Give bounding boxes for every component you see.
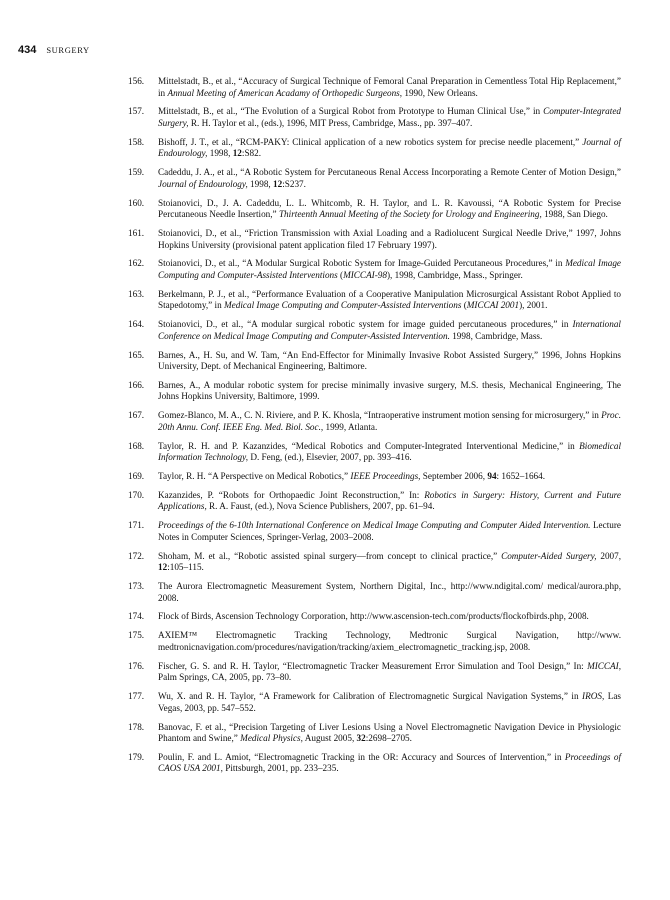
reference-item [128,691,621,714]
reference-text [158,350,621,372]
reference-segment: Berkelmann, P. J., et al., “Performance Evaluation of a Cooperative Manipulation Microsurgical Assistant Robot Applied to Stapedotomy,” in [158,288,621,311]
reference-segment: 1999, Atlanta. [323,421,378,432]
reference-segment: Mittelstadt, B., et al., “Accuracy of Surgical Technique of Femoral Canal Preparation in Cementless Total Hip Replacement,” in [158,76,621,98]
reference-bold-segment: 32 [356,733,366,744]
reference-italic-segment: Journal of Endourology, [158,136,622,159]
reference-italic-segment: Medical Image Computing and Computer-Assisted Interventions [158,258,621,280]
reference-item [128,441,621,464]
reference-item [128,661,621,684]
reference-italic-segment: International Conference on Medical Image Computing and Computer-Assisted Intervention. [158,319,621,341]
reference-text [158,722,621,744]
reference-item [128,319,621,342]
reference-number: 161. [128,227,145,238]
reference-text [158,106,621,128]
reference-italic-segment: Computer-Aided Surgery, [501,550,597,561]
reference-number: 179. [128,751,145,762]
reference-text [158,630,621,652]
reference-italic-segment: Proc. 20th Annu. Conf. IEEE Eng. Med. Biol. Soc., [158,410,621,432]
reference-segment: Shoham, M. et al., “Robotic assisted spinal surgery—from concept to clinical practice,” [158,550,502,561]
reference-segment: ), 2001. [519,300,548,311]
reference-segment: Barnes, A., H. Su, and W. Tam, “An End-Effector for Minimally Invasive Robot Assisted Surgery,” 1996, Johns Hopkins University, Dept. of Mechanical Engineering, Baltimore. [158,349,621,372]
reference-segment: :2698–2705. [365,733,412,744]
reference-segment: 1998, Cambridge, Mass. [449,330,543,341]
reference-segment: Poulin, F. and L. Amiot, “Electromagnetic Tracking in the OR: Accuracy and Sources of Intervention,” in [158,751,565,762]
reference-segment: Cadeddu, J. A., et al., “A Robotic System for Percutaneous Renal Access Incorporating a Remote Center of Motion Design,” [158,167,621,178]
reference-text [158,691,621,713]
reference-segment: Mittelstadt, B., et al., “The Evolution of a Surgical Robot from Prototype to Human Clinical Use,” in [158,106,544,117]
reference-item [128,289,621,312]
reference-segment: :105–115. [167,562,204,573]
reference-item [128,228,621,251]
reference-bold-segment: 12 [273,178,283,189]
reference-segment: Bishoff, J. T., et al., “RCM-PAKY: Clinical application of a new robotics system for precise needle placement,” [158,136,583,147]
reference-item [128,106,621,129]
section-title: SURGERY [46,45,90,55]
reference-italic-segment: Journal of Endourology, [158,178,248,189]
reference-segment: Stoianovici, D., et al., “A Modular Surgical Robotic System for Image-Guided Percutaneous Procedures,” in [158,258,566,269]
reference-segment: Pittsburgh, 2001, pp. 233–235. [222,763,339,774]
reference-text [158,319,621,341]
reference-segment: Stoianovici, D., et al., “Friction Transmission with Axial Loading and a Radiolucent Surgical Needle Drive,” 1997, Johns Hopkins University (provisional patent application filed 17 February 1997). [158,227,621,250]
reference-item [128,752,621,775]
reference-item [128,380,621,403]
reference-text [158,258,621,280]
reference-segment: August 2005, [302,733,357,744]
reference-italic-segment: MICCAI-98 [343,269,387,280]
reference-text [158,167,621,189]
reference-segment: :S82. [241,148,262,159]
reference-segment: R. A. Faust, (ed.), Nova Science Publishers, 2007, pp. 61–94. [206,501,435,512]
reference-segment: ), 1998, Cambridge, Mass., Springer. [386,269,523,280]
reference-segment: Flock of Birds, Ascension Technology Corporation, http://www.ascension-tech.com/products/flockofbirds.php, 2008. [158,611,589,622]
reference-text [158,441,621,463]
reference-text [158,661,621,683]
reference-text [158,752,621,774]
reference-text [158,228,621,250]
reference-italic-segment: Proceedings of CAOS USA 2001, [158,751,621,774]
reference-segment: 1998, [207,148,233,159]
reference-item [128,490,621,513]
reference-segment: ( [461,300,467,311]
reference-item [128,167,621,190]
reference-text [158,289,621,311]
reference-italic-segment: Robotics in Surgery: History, Current and Future Applications, [158,489,621,512]
reference-number: 175. [128,630,145,641]
reference-segment: 1988, San Diego. [541,209,608,220]
reference-segment: Lecture Notes in Computer Sciences, Springer-Verlag, 2003–2008. [158,520,621,542]
reference-item [128,198,621,221]
reference-italic-segment: Medical Physics, [240,733,303,744]
reference-segment: D. Feng, (ed.), Elsevier, 2007, pp. 393–416. [248,452,412,463]
reference-item [128,258,621,281]
reference-segment: The Aurora Electromagnetic Measurement System, Northern Digital, Inc., http://www.ndigital.com/ medical/aurora.php, 2008. [158,581,621,603]
reference-italic-segment: Computer-Integrated Surgery, [158,106,621,128]
running-head [18,44,90,57]
reference-italic-segment: Medical Image Computing and Computer-Assisted Interventions [224,300,462,311]
reference-segment: 2007, [596,550,622,561]
reference-item [128,722,621,745]
reference-item [128,410,621,433]
reference-number: 158. [128,136,145,147]
reference-segment: Taylor, R. H. and P. Kazanzides, “Medical Robotics and Computer-Integrated Interventional Medicine,” in [158,440,580,451]
reference-text [158,380,621,402]
reference-item [128,630,621,653]
reference-segment: Banovac, F. et al., “Precision Targeting of Liver Lesions Using a Novel Electromagnetic Navigation Device in Physiologic Phantom and Swine,” [158,721,621,744]
reference-segment: Las Vegas, 2003, pp. 547–552. [158,691,622,713]
reference-number: 159. [128,167,145,178]
reference-italic-segment: Proceedings of the 6-10th International Conference on Medical Image Computing and Computer Aided Intervention. [158,520,591,531]
reference-segment: Palm Springs, CA, 2005, pp. 73–80. [158,672,292,683]
reference-text [158,410,621,432]
reference-segment: Kazanzides, P. “Robots for Orthopaedic Joint Reconstruction,” In: [158,489,425,500]
reference-text [158,137,621,159]
reference-number: 171. [128,520,145,531]
reference-number: 165. [128,349,145,360]
reference-italic-segment: MICCAI 2001 [466,300,520,311]
reference-segment: :S237. [282,178,306,189]
reference-number: 173. [128,581,145,592]
reference-number: 166. [128,379,145,390]
reference-item [128,76,621,99]
reference-text [158,611,589,621]
reference-italic-segment: MICCAI, [587,660,621,671]
reference-number: 156. [128,76,145,86]
reference-italic-segment: Biomedical Information Technology, [158,440,621,463]
reference-number: 172. [128,550,145,561]
reference-number: 160. [128,197,145,208]
reference-italic-segment: Annual Meeting of American Acadamy of Orthopedic Surgeons, [167,87,403,98]
reference-text [158,581,621,603]
reference-segment: AXIEM™ Electromagnetic Tracking Technology, Medtronic Surgical Navigation, http://www. medtronicnavigation.com/procedures/navigation/tracking/axiem_electromagnetic_tracking.jsp, 2008. [158,630,621,652]
reference-text [158,490,621,512]
reference-number: 169. [128,471,145,482]
reference-number: 162. [128,258,145,269]
reference-number: 163. [128,288,145,299]
reference-item [128,581,621,604]
reference-segment: Taylor, R. H. “A Perspective on Medical Robotics,” [158,471,351,482]
reference-text [158,551,621,573]
reference-item [128,350,621,373]
reference-number: 167. [128,410,145,421]
reference-bold-segment: 12 [158,562,168,573]
reference-number: 164. [128,319,145,330]
reference-segment: Stoianovici, D., et al., “A modular surgical robotic system for image guided percutaneous procedures,” in [158,319,573,330]
reference-segment: Gomez-Blanco, M. A., C. N. Riviere, and P. K. Khosla, “Intraoperative instrument motion sensing for microsurgery,” in [158,410,602,421]
reference-segment: Wu, X. and R. H. Taylor, “A Framework for Calibration of Electromagnetic Surgical Navigation Systems,” in [158,691,583,702]
reference-segment: Barnes, A., A modular robotic system for precise minimally invasive surgery, M.S. thesis, Mechanical Engineering, The Johns Hopkins University, Baltimore, 1999. [158,379,621,402]
reference-number: 170. [128,489,145,500]
reference-number: 178. [128,721,145,732]
reference-text [158,198,621,220]
reference-item [128,611,621,623]
reference-text [158,520,621,542]
reference-segment: : 1652–1664. [496,471,546,482]
reference-number: 168. [128,440,145,451]
reference-number: 174. [128,611,145,622]
reference-item [128,471,621,483]
reference-segment: ( [337,269,344,280]
reference-number: 176. [128,660,145,671]
reference-italic-segment: IEEE Proceedings, [350,471,421,482]
page-number: 434 [18,44,37,56]
reference-segment: Stoianovici, D., J. A. Cadeddu, L. L. Whitcomb, R. H. Taylor, and L. R. Kavoussi, “A Robotic System for Precise Percutaneous Needle Insertion,” [158,197,621,220]
reference-segment: 1998, [247,178,274,189]
reference-text [158,471,545,481]
reference-segment: R. H. Taylor et al., (eds.), 1996, MIT Press, Cambridge, Mass., pp. 397–407. [188,117,473,128]
reference-segment: 1990, New Orleans. [402,87,478,98]
reference-bold-segment: 94 [487,471,497,482]
reference-item [128,137,621,160]
reference-segment: September 2006, [420,471,488,482]
reference-item [128,551,621,574]
reference-item [128,520,621,543]
reference-italic-segment: Thirteenth Annual Meeting of the Society for Urology and Engineering, [278,209,542,220]
reference-segment: Fischer, G. S. and R. H. Taylor, “Electromagnetic Tracker Measurement Error Simulation and Tool Design,” In: [158,660,588,671]
reference-italic-segment: IROS, [582,691,605,702]
reference-text [158,76,621,98]
reference-bold-segment: 12 [232,148,242,159]
reference-number: 177. [128,691,145,702]
reference-number: 157. [128,106,145,117]
reference-list [128,76,621,782]
